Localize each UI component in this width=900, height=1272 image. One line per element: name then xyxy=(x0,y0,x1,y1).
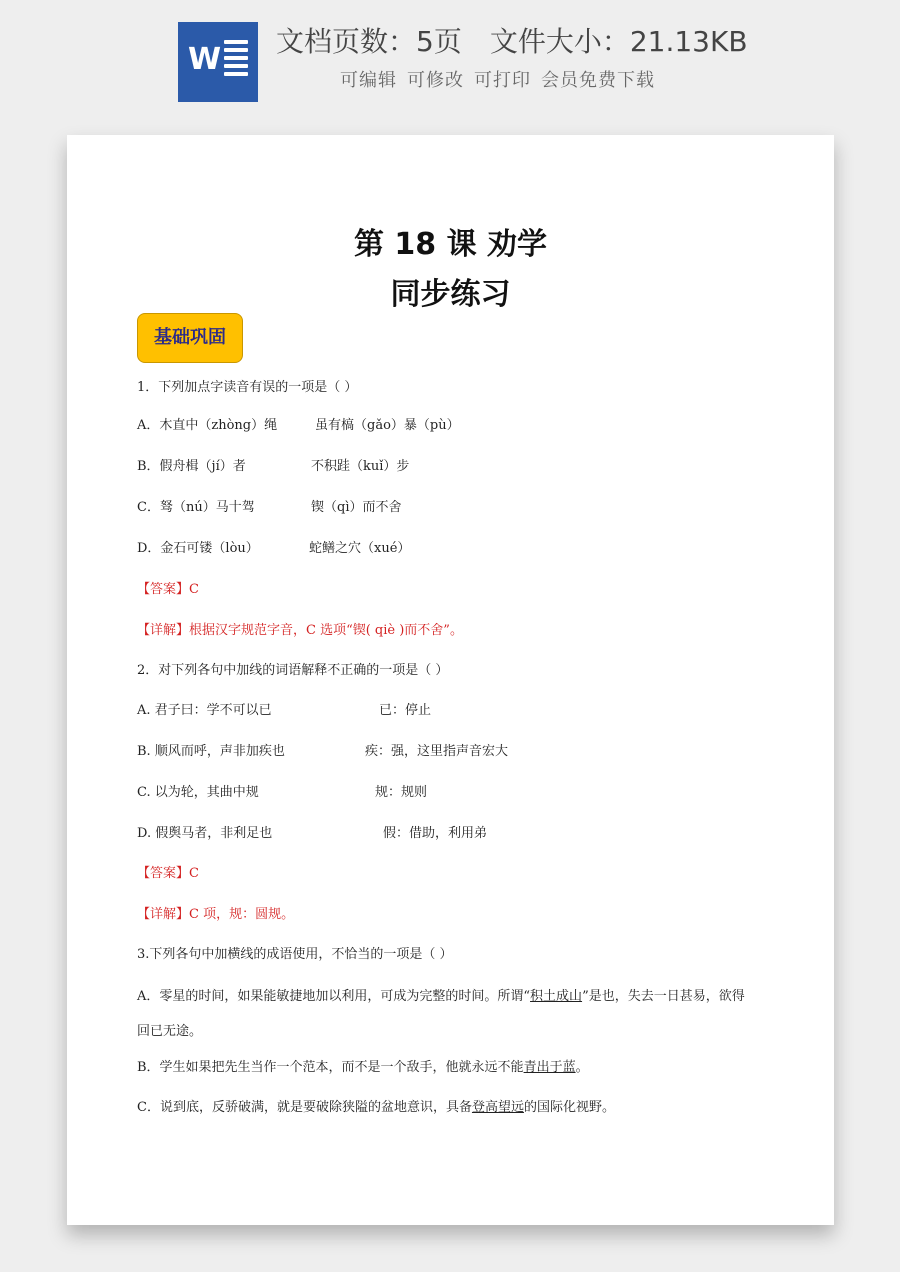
q2-option-c-right: 规：规则 xyxy=(375,785,428,800)
q1-option-a-left: A．木直中（zhòng）绳 xyxy=(137,418,278,433)
q1-option-c xyxy=(137,496,402,515)
q1-option-b xyxy=(137,455,410,474)
q1-option-d-right: 蛇鳝之穴（xué） xyxy=(309,541,411,556)
feature-modifiable: 可修改 xyxy=(407,70,464,91)
feature-list xyxy=(340,66,665,92)
word-document-icon xyxy=(178,22,258,102)
q3-option-a xyxy=(137,985,745,1004)
q2-answer: 【答案】C xyxy=(137,866,199,881)
q3-option-b-rest: 。 xyxy=(575,1060,589,1075)
page-count: 文档页数：5页 xyxy=(276,25,462,58)
q1-explanation: 【详解】根据汉字规范字音，C 选项“锲( qiè )而不舍”。 xyxy=(137,623,463,638)
lesson-title: 第 18 课 劝学 xyxy=(353,227,548,262)
header-banner xyxy=(0,0,900,120)
q1-option-b-right: 不积跬（kuǐ）步 xyxy=(311,459,410,474)
q3-option-b-text: B．学生如果把先生当作一个范本，而不是一个敌手，他就永远不能 xyxy=(137,1060,524,1075)
q3-option-c-rest: 的国际化视野。 xyxy=(523,1100,615,1115)
feature-printable: 可打印 xyxy=(474,70,531,91)
q2-option-a-left: A. 君子曰：学不可以已 xyxy=(137,703,272,718)
q2-explanation: 【详解】C 项，规：圆规。 xyxy=(137,907,295,922)
q1-answer: 【答案】C xyxy=(137,582,199,597)
file-info xyxy=(276,20,748,60)
q1-option-d-left: D．金石可镂（lòu） xyxy=(137,541,259,556)
q2-option-d-right: 假：借助，利用弟 xyxy=(383,826,488,841)
q1-option-c-right: 锲（qì）而不舍 xyxy=(311,500,402,515)
section-badge: 基础巩固 xyxy=(137,313,243,363)
lesson-subtitle: 同步练习 xyxy=(390,277,511,312)
q3-option-c-idiom: 登高望远 xyxy=(471,1100,524,1115)
q3-option-a-text: A．零星的时间，如果能敏捷地加以利用，可成为完整的时间。所谓“ xyxy=(137,989,531,1004)
document-lines-icon xyxy=(224,40,248,86)
q2-option-b-right: 疾：强，这里指声音宏大 xyxy=(365,744,509,759)
document-page xyxy=(67,135,834,1225)
word-logo-letter: W xyxy=(188,42,222,77)
q3-stem: 3.下列各句中加横线的成语使用，不恰当的一项是（ ） xyxy=(137,947,453,962)
q2-option-d-left: D. 假舆马者，非利足也 xyxy=(137,826,273,841)
feature-free-download: 会员免费下载 xyxy=(541,70,655,91)
q3-option-a-idiom: 积土成山 xyxy=(530,989,583,1004)
q1-stem: 1．下列加点字读音有误的一项是（ ） xyxy=(137,380,358,395)
q1-option-d xyxy=(137,537,411,556)
q3-option-a-continued: 回已无途。 xyxy=(137,1024,203,1039)
q2-option-c xyxy=(137,781,428,800)
q1-option-b-left: B．假舟楫（jí）者 xyxy=(137,459,246,474)
q3-option-a-rest: ”是也，失去一日甚易，欲得 xyxy=(582,989,745,1004)
q1-option-a xyxy=(137,414,460,433)
q2-option-a xyxy=(137,699,432,718)
q3-option-c xyxy=(137,1096,615,1115)
q1-option-a-right: 虽有槁（gǎo）暴（pù） xyxy=(315,418,460,433)
q2-option-d xyxy=(137,822,488,841)
file-size: 文件大小：21.13KB xyxy=(489,25,748,58)
q2-option-c-left: C. 以为轮，其曲中规 xyxy=(137,785,259,800)
q2-option-b xyxy=(137,740,509,759)
feature-editable: 可编辑 xyxy=(340,70,397,91)
q1-option-c-left: C．驽（nú）马十驾 xyxy=(137,500,255,515)
q2-option-b-left: B. 顺风而呼，声非加疾也 xyxy=(137,744,285,759)
q2-stem: 2．对下列各句中加线的词语解释不正确的一项是（ ） xyxy=(137,663,449,678)
q3-option-b-idiom: 青出于蓝 xyxy=(523,1060,576,1075)
q2-option-a-right: 已：停止 xyxy=(379,703,432,718)
q3-option-b xyxy=(137,1056,589,1075)
q3-option-c-text: C．说到底，反骄破满，就是要破除狭隘的盆地意识，具备 xyxy=(137,1100,472,1115)
